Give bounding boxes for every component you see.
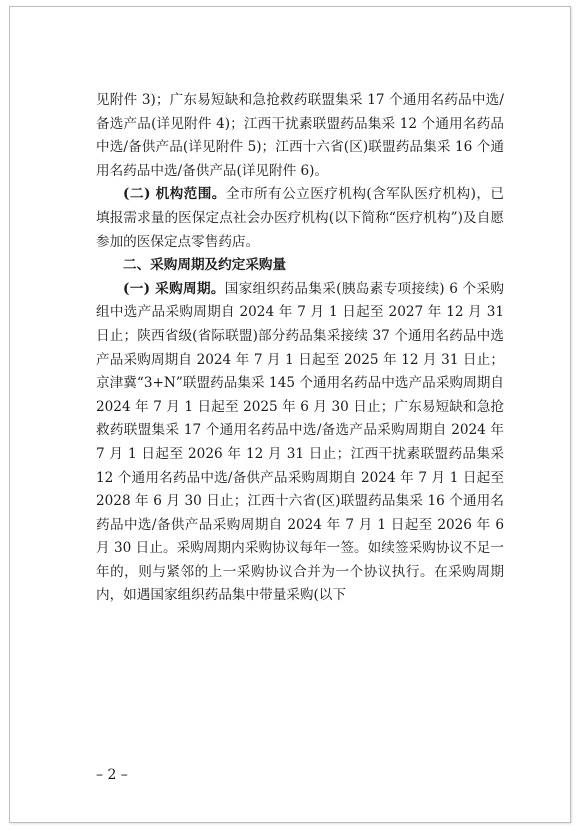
document-body <box>96 89 504 608</box>
paragraph-institution-scope-text: 全市所有公立医疗机构(含军队医疗机构)，已填报需求量的医保定点社会办医疗机构(以下简称“医疗机构”)及自愿参加的医保定点零售药店。 <box>96 186 504 250</box>
page-number: – 2 – <box>96 767 128 783</box>
paragraph-procurement-cycle <box>96 278 504 608</box>
section-label-procurement-cycle: (一) 采购周期。 <box>123 280 225 297</box>
section-label-institution-scope: (二) 机构范围。 <box>123 186 226 203</box>
paragraph-institution-scope <box>96 183 504 254</box>
paragraph-attachments: 见附件 3)；广东易短缺和急抢救药联盟集采 17 个通用名药品中选/备选产品(详见附件 4)；江西干扰素联盟药品集采 12 个通用名药品中选/备供产品(详见附件 5)；江西十六省(区)联盟药品集采 16 个通用名药品中选/备供产品(详见附件 6)。 <box>96 92 504 179</box>
paragraph-procurement-cycle-text: 国家组织药品集采(胰岛素专项接续) 6 个采购组中选产品采购周期自 2024 年 7 月 1 日起至 2027 年 12 月 31 日止；陕西省级(省际联盟)部分药品集采接续 37 个通用名药品中选产品采购周期自 2024 年 7 月 1 日起至 2025 年 12 月 31 日止；京津冀“3+N”联盟药品集采 145 个通用名药品中选产品采购周期自 2024 年 7 月 1 日起至 2025 年 6 月 30 日止；广东易短缺和急抢救药联盟集采 17 个通用名药品中选/备选产品采购周期自 2024 年 7 月 1 日起至 2026 年 12 月 31 日止；江西干扰素联盟药品集采 12 个通用名药品中选/备供产品采购周期自 2024 年 7 月 1 日起至 2028 年 6 月 30 日止；江西十六省(区)联盟药品集采 16 个通用名药品中选/备供产品采购周期自 2024 年 7 月 1 日起至 2026 年 6 月 30 日止。采购周期内采购协议每年一签。如续签采购协议不足一年的，则与紧邻的上一采购协议合并为一个协议执行。在采购周期内，如遇国家组织药品集中带量采购(以下 <box>96 280 504 604</box>
section-heading-procurement-cycle: 二、采购周期及约定采购量 <box>123 257 287 274</box>
